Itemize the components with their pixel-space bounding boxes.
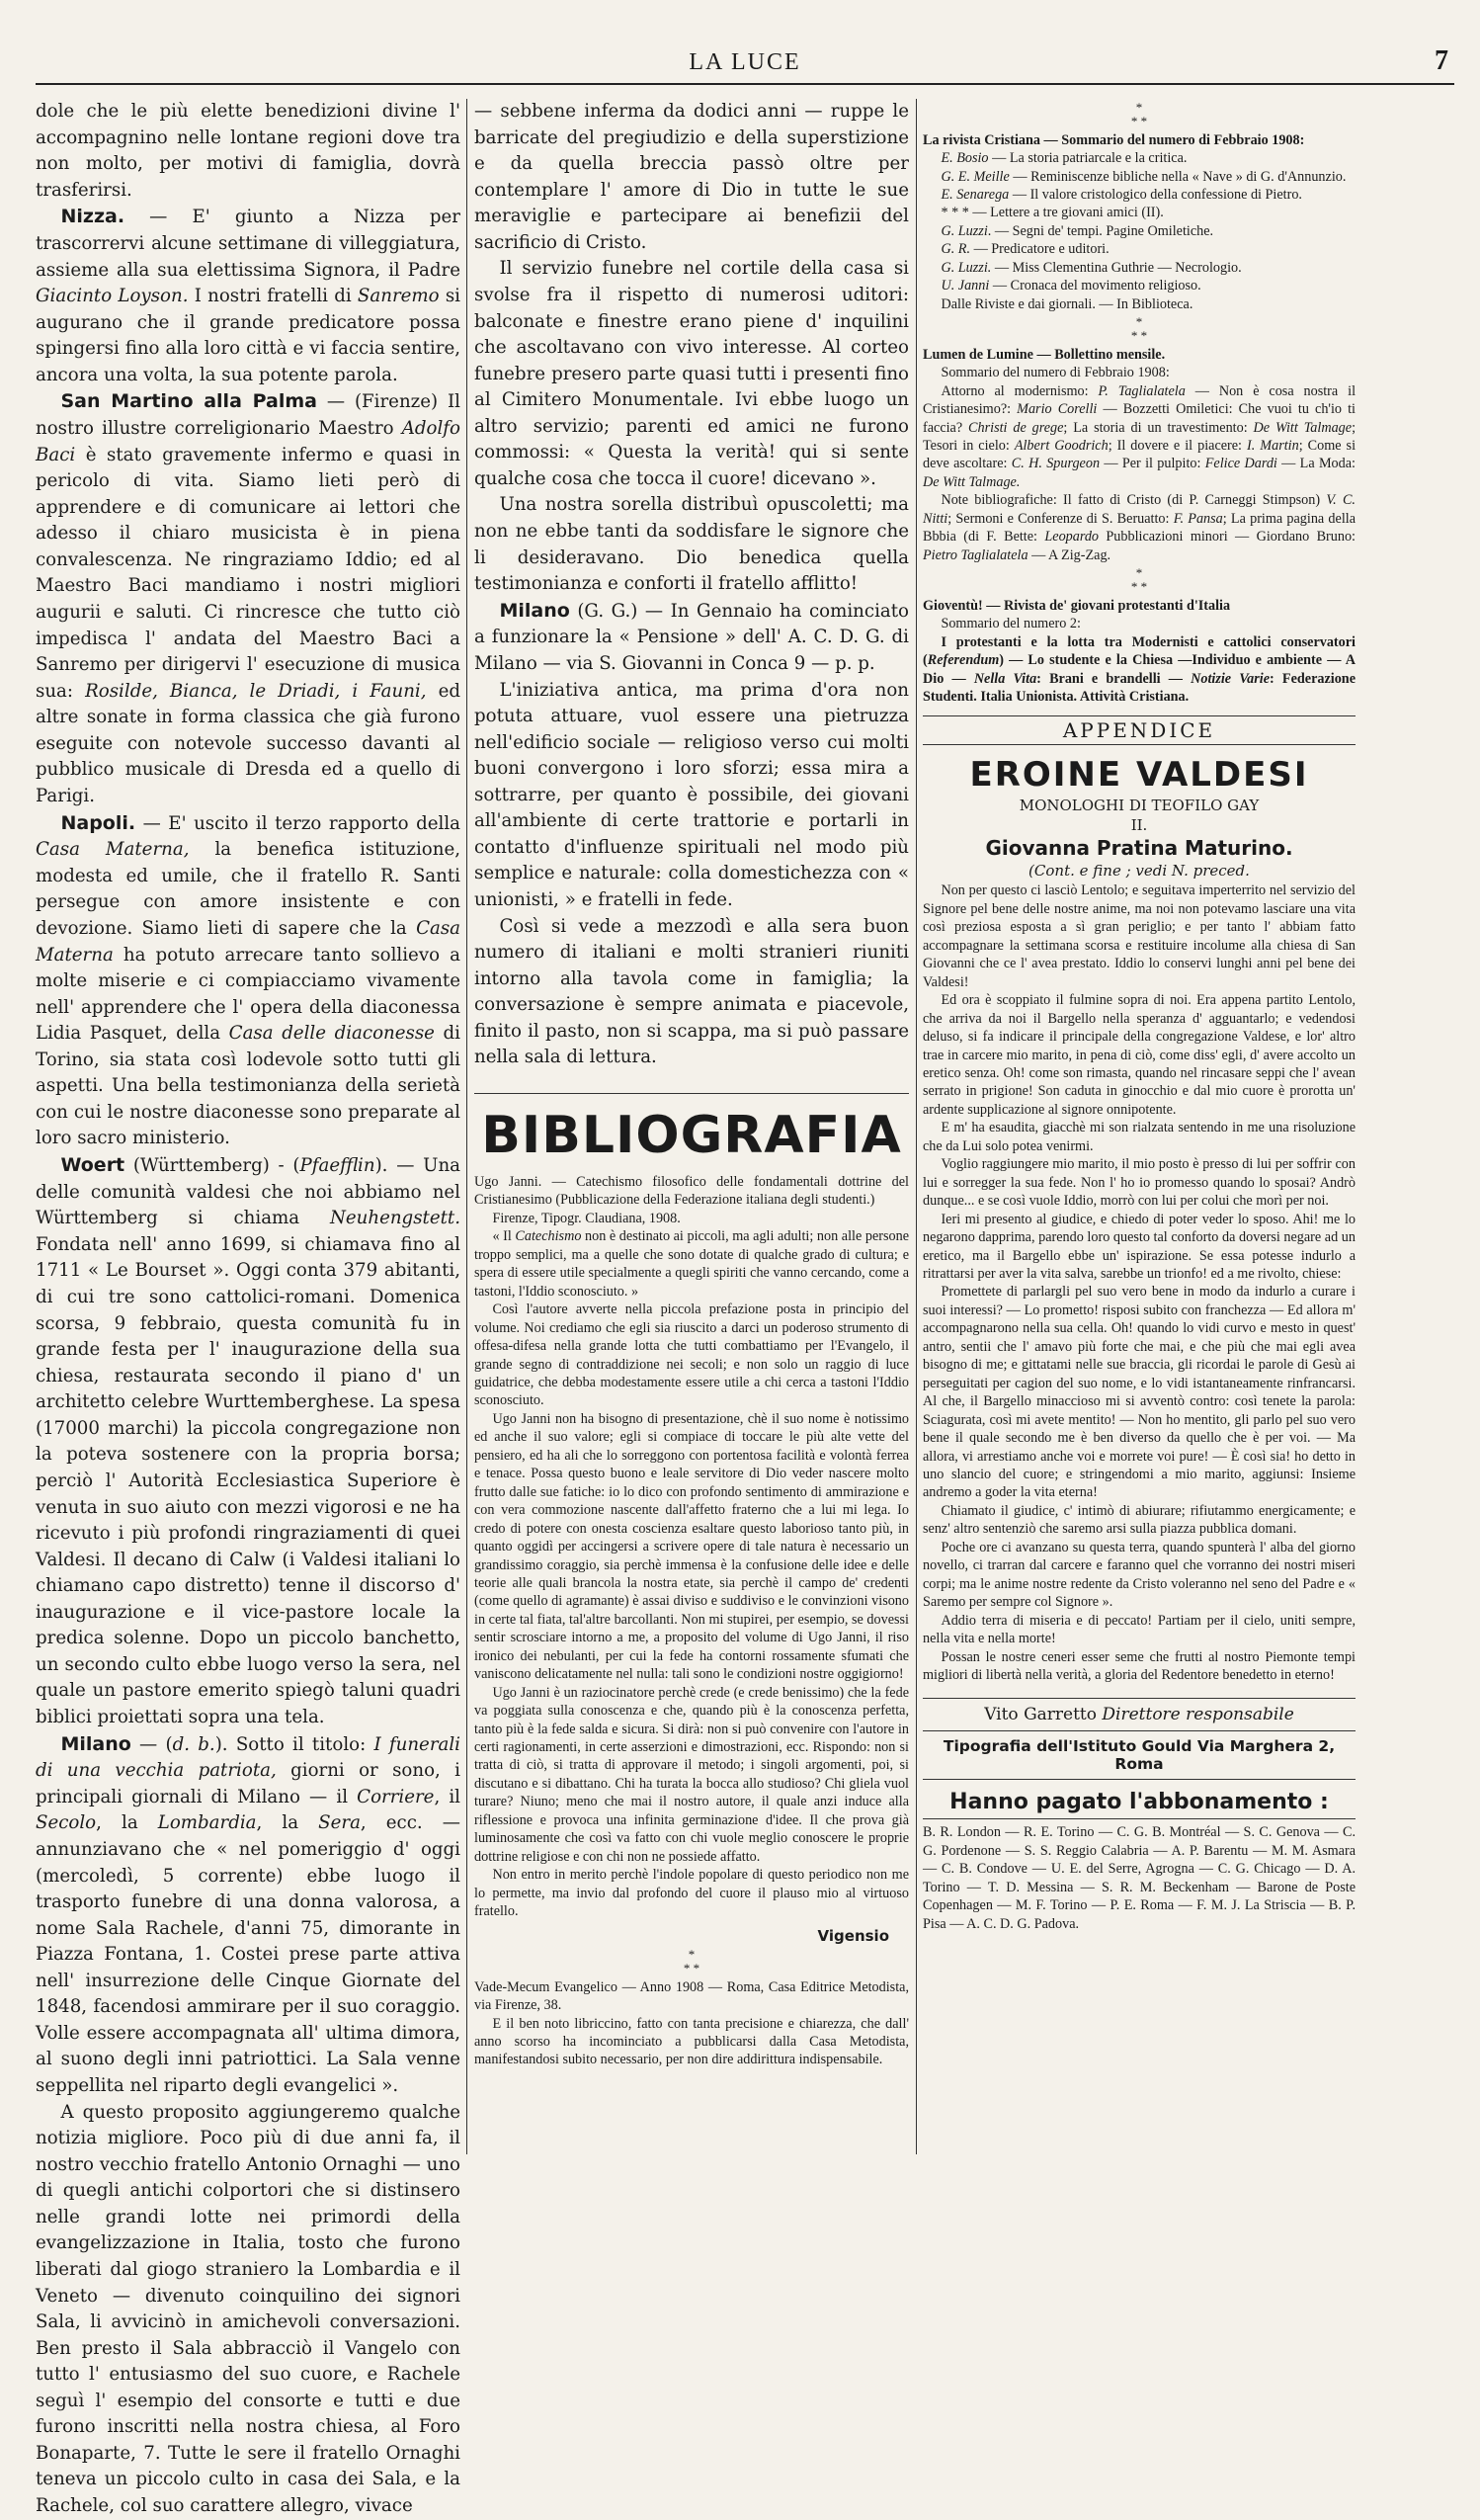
- paragraph: Ieri mi presento al giudice, e chiedo di poter veder lo sposo. Ahi! me lo negarono dapprima, parendo loro questo tal conforto da doversi negare ad un eretico, ma il Bargello ebbe un' ispirazione. Se essa potesse indurlo a ritrattarsi per aver la vita salva, sarebbe un trionfo! ed a me rivolto, chiese:: [923, 1211, 1356, 1282]
- serial-text: [923, 882, 1356, 1684]
- news-item-woert: Woert (Württemberg) - (Pfaefflin). — Una delle comunità valdesi che noi abbiamo nel Württemberg si chiama Neuhengstett. Fondata nell' anno 1699, si chiamava fino al 1711 « Le Bourset ». Oggi conta 379 abitanti, di cui tre sono cattolici-romani. Domenica scorsa, 9 febbraio, questa comunità fu in grande festa per l' inaugurazione della sua chiesa, restaurata secondo il piano d' un architetto celebre Wurttemberghese. La spesa (17000 marchi) la piccola congregazione non la poteva sostenere con la propria borsa; perciò l' Autorità Ecclesiastica Superiore è venuta in suo aiuto con mezzi vigorosi e ne ha ricevuto i più profondi ringraziamenti di quei Valdesi. Il decano di Calw (i Valdesi italiani lo chiamano capo distretto) tenne il discorso d' inaugurazione e il vice-pastore locale la predica solenne. Dopo un piccolo banchetto, un secondo culto ebbe luogo verso la sera, nel quale un pastore emerito spiegò taluni quadri biblici proiettati sopra una tela.: [36, 1154, 460, 1727]
- serial-subtitle: MONOLOGHI DI TEOFILO GAY: [1019, 797, 1260, 815]
- paragraph: Non per questo ci lasciò Lentolo; e seguitava imperterrito nel servizio del Signore pel bene delle nostre anime, ma noi non potevamo lasciare una vita così preziosa esposta a sì gran periglio; e per tanto l' abbiam fatto accompagnare la settimana scorsa e restituire incolume alla chiesa di San Giovanni che ce l' avea prestato. Iddio lo conservi lunghi anni pel bene dei Valdesi!: [923, 882, 1356, 990]
- paragraph: Poche ore ci avanzano su questa terra, quando spunterà l' alba del giorno novello, ci trarran dal carcere e faranno quel che vorranno dei nostri miseri corpi; ma le anime nostre redente da Cristo voleranno nel seno del Padre e « Saremo per sempre col Signore ».: [923, 1539, 1356, 1611]
- location-heading: Milano: [499, 599, 570, 622]
- book-imprint: Firenze, Tipogr. Claudiana, 1908.: [492, 1210, 681, 1226]
- section-separator-stars: * * *: [1130, 565, 1148, 595]
- column-2-news: [474, 99, 909, 1071]
- review-paragraph: Ugo Janni è un raziocinatore perchè crede (e crede benissimo) che la fede va poggiata sulla conoscenza e che, quando più è la conoscenza perfetta, tanto più è la fede salda e sicura. Si dirà: non si può convenire con l'autore in certi ragionamenti, in certe asserzioni e dimostrazioni, ecc. Rispondo: non si tratta di ciò, si tratta di approvare il metodo; i singoli argomenti, poi, si discutano e si dibattano. Chi ha turata la bocca allo studioso? Chi gliela vuol turare? Niuno; meno che mai il nostro autore, il quale anzi induce alla riflessione e provoca una infinita germinazione d'idee. Il che prova già luminosamente che così va fatto con chi vuole meglio conoscere le proprie dottrine religiose e con chi non ne possiede affatto.: [474, 1684, 909, 1865]
- gioventu-heading: Gioventù! — Rivista de' giovani protestanti d'Italia: [923, 597, 1231, 614]
- subscriptions-heading: Hanno pagato l'abbonamento :: [949, 1790, 1329, 1815]
- review-paragraph: Ugo Janni non ha bisogno di presentazione, chè il suo nome è notissimo ed anche il suo valore; egli si compiace di toccare le più alte vette del pensiero, ed ha ali che lo sorreggono con portentosa facilità e volontà ferrea e tenace. Possa questo buono e leale servitore di Dio veder nascere molto frutto dalle sue fatiche: io lo dico con profondo sentimento di ammirazione e con vera commozione nascente dall'affetto fraterno che a lui mi lega. Io credo di potere con onesta coscienza esaltare questo laborioso tanto più, in quanto oggidì per accingersi a scrivere opere di tale natura è necessario un grandissimo coraggio, sia perchè immensa è la confusione delle idee e delle teorie alle quali brancola la nostra etate, sia perchè il campo de' credenti (come quello di agramante) è assai diviso e suddiviso e le convinzioni visono in certe tal fiata, tal'altre barcollanti. Non mi stupirei, per esempio, se dovessi sentir scrosciare intorno a me, a proposito del volume di Ugo Janni, il riso ironico dei nebulanti, per cui la fede ha contorni rossamente sfumati che vaniscono delicatamente nel nulla: tali sono le condizioni nostre oggigiorno!: [474, 1410, 909, 1683]
- paragraph: Così si vede a mezzodì e alla sera buon numero di italiani e molti stranieri riuniti intorno alla tavola come in famiglia; la conversazione è sempre animata e piacevole, finito il pasto, non si scappa, ma si può passare nella sala di lettura.: [474, 915, 909, 1068]
- bibliografia-section: [474, 1173, 909, 2069]
- paragraph: Addio terra di miseria e di peccato! Partiam per il cielo, uniti sempre, nella vita e nella morte!: [923, 1612, 1356, 1647]
- appendice-heading: APPENDICE: [923, 715, 1356, 745]
- toc-line: G. Luzzi. — Segni de' tempi. Pagine Omiletiche.: [941, 222, 1214, 239]
- paragraph: Chiamato il giudice, c' intimò di abiurare; rifiutammo energicamente; e senz' altro sentenziò che saremo arsi sulla piazza pubblica domani.: [923, 1502, 1356, 1538]
- subscriptions-text: B. R. London — R. E. Torino — C. G. B. Montréal — S. C. Genova — C. G. Pordenone — S. S. Reggio Calabria — A. P. Barentu — M. M. Asmara — C. B. Condove — U. E. del Serre, Agrogna — C. G. Chicago — D. A. Torino — T. D. Messina — S. R. M. Beckenham — Barone de Poste Copenhagen — M. F. Torino — P. E. Roma — F. M. J. La Striscia — B. P. Pisa — A. C. D. G. Padova.: [923, 1824, 1356, 1932]
- toc-line: G. Luzzi. — Miss Clementina Guthrie — Necrologio.: [941, 259, 1242, 276]
- lumen-heading: Lumen de Lumine — Bollettino mensile.: [923, 346, 1166, 363]
- toc-line: G. R. — Predicatore e uditori.: [941, 241, 1110, 258]
- section-separator-stars: * * *: [1130, 100, 1148, 129]
- toc-subheading: Sommario del numero di Febbraio 1908:: [941, 365, 1170, 381]
- toc-line: Attorno al modernismo: P. Taglialatela — Non è cosa nostra il Cristianesimo?: Mario Corelli — Bozzetti Omiletici: Che vuoi tu ch'io ti faccia? Christi de grege; La storia di un travestimento: De Witt Talmage; Tesori in cielo: Albert Goodrich; Il dovere e il piacere: I. Martin; Come si deve ascoltare: C. H. Spurgeon — Per il pulpito: Felice Dardi — La Moda: De Witt Talmage.: [923, 382, 1357, 490]
- book-entry: Vade-Mecum Evangelico — Anno 1908 — Roma, Casa Editrice Metodista, via Firenze, 38.: [474, 1978, 909, 2014]
- review-paragraph: E il ben noto libriccino, fatto con tanta precisione e chiarezza, che dall' anno scorso ha incominciato a pubblicarsi dalla Casa Metodista, manifestandosi subito necessario, per non dire addirittura indispensabile.: [474, 2015, 909, 2068]
- toc-line: E. Senarega — Il valore cristologico della confessione di Pietro.: [941, 186, 1302, 203]
- rivista-cristiana-heading: La rivista Cristiana — Sommario del numero di Febbraio 1908:: [923, 131, 1305, 148]
- news-item-san-martino: San Martino alla Palma — (Firenze) Il nostro illustre correligionario Maestro Adolfo Baci è stato gravemente infermo e quasi in pericolo di vita. Siamo lieti però di apprendere e di comunicare ai lettori che adesso il chiaro musicista è in piena convalescenza. Ne ringraziamo Iddio; ed al Maestro Baci mandiamo i nostri migliori augurii e saluti. Ci rincresce che tutto ciò impedisca l' andata del Maestro Baci a Sanremo per dirigervi l' esecuzione di musica sua: Rosilde, Bianca, le Driadi, i Fauni, ed altre sonate in forma classica che già furono eseguite con notevole successo davanti al pubblico musicale di Dresda ed a quello di Parigi.: [36, 390, 460, 806]
- newspaper-title: LA LUCE: [689, 49, 801, 75]
- section-separator-stars: * * *: [683, 1947, 700, 1976]
- column-rule: [916, 99, 917, 2154]
- section-separator-stars: * * *: [1130, 314, 1148, 344]
- paragraph: dole che le più elette benedizioni divine l' accompagnino nelle lontane regioni dove tra non molto, per motivi di famiglia, dovrà trasferirsi.: [36, 101, 460, 201]
- book-entry: Ugo Janni. — Catechismo filosofico delle fondamentali dottrine del Cristianesimo (Pubblicazione della Federazione italiana degli studenti.): [474, 1173, 909, 1209]
- review-paragraph: Non entro in merito perchè l'indole popolare di questo periodico non me lo permette, ma invio dal profondo del cuore il plauso mio al virtuoso fratello.: [474, 1867, 909, 1920]
- paragraph: Una nostra sorella distribuì opuscoletti; ma non ne ebbe tanti da soddisfare le signore che li desideravano. Dio benedica quella testimonianza e conforti il fratello afflitto!: [474, 494, 909, 595]
- toc-line: I protestanti e la lotta tra Modernisti e cattolici conservatori (Referendum) — Lo studente e la Chiesa —Individuo e ambiente — A Dio — Nella Vita: Brani e brandelli — Notizie Varie: Federazione Studenti. Italia Unionista. Attività Cristiana.: [923, 633, 1356, 706]
- bibliografia-heading: BIBLIOGRAFIA: [474, 1093, 909, 1161]
- paragraph: A questo proposito aggiungeremo qualche notizia migliore. Poco più di due anni fa, il nostro vecchio fratello Antonio Ornaghi — uno di quegli antichi colportori che si distinsero nelle grandi lotte nei primordi della evangelizzazione in Italia, tosto che furono liberati dal giogo straniero la Lombardia e il Veneto — divenuto coinquilino dei signori Sala, li avvicinò in amichevoli conversazioni. Ben presto il Sala abbracciò il Vangelo con tutto l' entusiasmo del suo cuore, e Rachele seguì l' esempio del consorte e tutti e due furono inscritti nella nostra chiesa, al Foro Bonaparte, 7. Tutte le sere il fratello Ornaghi teneva un piccolo culto in casa dei Sala, e la Rachele, col suo carattere allegro, vivace: [36, 2101, 460, 2517]
- paragraph: Voglio raggiungere mio marito, il mio posto è presso di lui per soffrir con lui e sorregger la sua fede. Non l' ho io promesso quando lo sposai? Andrò dunque... e se così vuole Iddio, morrò con lui per colui che morì per noi.: [923, 1156, 1356, 1210]
- location-heading: Woert: [60, 1154, 125, 1177]
- toc-line: U. Janni — Cronaca del movimento religioso.: [941, 278, 1201, 294]
- column-1: [36, 99, 461, 2517]
- chapter-title: Giovanna Pratina Maturino.: [985, 836, 1293, 861]
- masthead: [36, 45, 1454, 85]
- location-heading: Napoli.: [60, 811, 136, 834]
- paragraph: Ed ora è scoppiato il fulmine sopra di noi. Era appena partito Lentolo, che arriva da noi il Bargello nella speranza d' agguantarlo; e vedendosi deluso, si fa indicare il principale della congregazione Valdese, e lor' altro trae in carcere mio marito, in pena di ciò, come diss' egli, d' avere accolto un eretico senza. Oh! come son rimasta, quando nel rincasare seppi che l' avean serrato in prigione! Son caduta in ginocchio e dal mio cuore è prorotta un' ardente supplicazione al signore onnipotente.: [923, 992, 1356, 1118]
- toc-line: Dalle Riviste e dai giornali. — In Biblioteca.: [941, 295, 1193, 312]
- paragraph: — sebbene inferma da dodici anni — ruppe le barricate del pregiudizio e della superstizione e da quella breccia passò oltre per contemplare l' amore di Dio in tutte le sue meraviglie e partecipare ai benefizii del sacrificio di Cristo.: [474, 101, 909, 253]
- paragraph: Possan le nostre ceneri esser seme che frutti al nostro Piemonte tempi migliori di libertà nella verità, a gloria del Redentore benedetto in eterno!: [923, 1648, 1356, 1683]
- news-item-nizza: Nizza. — E' giunto a Nizza per trascorrervi alcune settimane di villeggiatura, assieme alla sua elettissima Signora, il Padre Giacinto Loyson. I nostri fratelli di Sanremo si augurano che il grande predicatore possa spingersi fino alla loro città e vi faccia sentire, ancora una volta, la sua potente parola.: [36, 206, 460, 385]
- location-heading: Milano: [60, 1732, 131, 1755]
- news-item-milano: Milano — (d. b.). Sotto il titolo: I funerali di una vecchia patriota, giorni or sono, i principali giornali di Milano — il Corriere, il Secolo, la Lombardia, la Sera, ecc. — annunziavano che « nel pomeriggio d' oggi (mercoledì, 5 corrente) ebbe luogo il trasporto funebre di una donna valorosa, a nome Sala Rachele, d'anni 75, dimorante in Piazza Fontana, 1. Costei prese parte attiva nell' insurrezione delle Cinque Giornate del 1848, facendosi ammirare per il suo coraggio. Volle essere accompagnata all' ultima dimora, al suono degli inni patriottici. La Sala venne seppellita nel riparto degli evangelici ».: [36, 1732, 461, 2097]
- column-rule: [466, 99, 467, 2154]
- editor-name: Vito Garretto: [984, 1705, 1097, 1725]
- toc-subheading: Sommario del numero 2:: [941, 616, 1081, 632]
- location-heading: San Martino alla Palma: [60, 390, 317, 413]
- printer-line: Tipografia dell'Istituto Gould Via Marghera 2, Roma: [923, 1731, 1356, 1780]
- review-signature: Vigensio: [817, 1926, 889, 1945]
- toc-line: * * * — Lettere a tre giovani amici (II).: [941, 205, 1164, 221]
- toc-line: G. E. Meille — Reminiscenze bibliche nella « Nave » di G. d'Annunzio.: [941, 168, 1347, 185]
- toc-line: Note bibliografiche: Il fatto di Cristo (di P. Carneggi Stimpson) V. C. Nitti; Sermoni e Conferenze di S. Beruatto: F. Pansa; La prima pagina della Bbbia (di F. Bette: Leopardo Pubblicazioni minori — Giordano Bruno: Pietro Taglialatela — A Zig-Zag.: [923, 492, 1357, 563]
- location-heading: Nizza.: [60, 206, 125, 228]
- serial-title: EROINE VALDESI: [969, 755, 1309, 796]
- column-2: [474, 99, 909, 2184]
- riviste-section: [923, 101, 1356, 706]
- review-paragraph: « Il Catechismo non è destinato ai piccoli, ma agli adulti; non alle persone troppo semplici, ma a quelle che sono dotate di qualche grado di cultura; e spera di essere utile specialmente a quegli spiriti che vanno cercando, come a tastoni, l'Iddio sconosciuto. »: [474, 1228, 909, 1300]
- subscriptions-list: [923, 1818, 1356, 1933]
- toc-line: E. Bosio — La storia patriarcale e la critica.: [941, 150, 1188, 167]
- editor-line: [923, 1698, 1356, 1731]
- news-item-milano-pensione: Milano (G. G.) — In Gennaio ha cominciato a funzionare la « Pensione » dell' A. C. D. G. di Milano — via S. Giovanni in Conca 9 — p. p.: [474, 599, 909, 674]
- continuation-note: (Cont. e fine ; vedi N. preced.: [1028, 862, 1250, 881]
- paragraph: E m' ha esaudita, giacchè mi son rialzata sentendo in me una risoluzione che da Lui solo potea venirmi.: [923, 1120, 1356, 1154]
- paragraph: Promettete di parlargli pel suo vero bene in modo da indurlo a curare i suoi interessi? — Lo prometto! risposi subito con franchezza — Ed allora m' accompagnarono nella sua cella. Oh! quando lo vidi curvo e mesto in quest' antro, sentii che l' amavo più forte che mai, e che più che mai egli avea bisogno di me; e gittatami nelle sue braccia, gli ricordai le parole di Gesù ai perseguitati per cagion del suo nome, e lo vidi istantaneamente rinfrancarsi. Al che, il Bargello minaccioso mi si avventò contro: così tenete la parola: Sciagurata, così mi avete mentito! — Non ho mentito, gli parlo pel suo vero bene il quale secondo me è ben diverso da quello che è per voi. — Ma allora, vi arrestiamo anche voi e morrete voi pure! — È così sia! ho detto in uno slancio del cuore; e stringendomi a mio marito, aggiunsi: Insieme andremo a goder la vita eterna!: [923, 1284, 1356, 1501]
- page-number: 7: [1435, 45, 1448, 76]
- chapter-number: II.: [1130, 816, 1148, 835]
- paragraph: L'iniziativa antica, ma prima d'ora non potuta attuare, vuol essere una pietruzza nell'edificio sociale — religioso verso cui molti buoni convergono i loro sforzi; essa mira a sottrarre, per quanto è possibile, dei giovani all'ambiente di certe trattorie e portarli in contatto d'influenze spirituali nel modo più semplice e naturale: colla domestichezza con « unionisti, » e fratelli in fede.: [474, 679, 909, 911]
- paragraph: Il servizio funebre nel cortile della casa si svolse fra il rispetto di numerosi uditori: balconate e finestre erano piene d' inquilini che ascoltavano con vivo interesse. Al corteo funebre presero parte quasi tutti i presenti fino al Cimitero Monumentale. Ivi ebbe luogo un altro servizio; parenti ed amici ne furono commossi: « Questa la verità! qui si sente qualche cosa che tocca il cuore! dicevano ».: [474, 258, 909, 489]
- review-paragraph: Così l'autore avverte nella piccola prefazione posta in principio del volume. Noi crediamo che egli sia riuscito a darci un poderoso strumento di offesa-difesa nella grande lotta che tutti combattiamo per l'Evangelo, il grande segno di contraddizione nei secoli; e non solo un raggio di luce guidatrice, che debba modestamente essere utile a chi cerca a tastoni l'Iddio sconosciuto.: [474, 1302, 909, 1409]
- editor-role: Direttore responsabile: [1102, 1705, 1294, 1725]
- news-item-napoli: Napoli. — E' uscito il terzo rapporto della Casa Materna, la benefica istituzione, modesta ed umile, che il fratello R. Santi persegue con amore insistente e con devozione. Siamo lieti di sapere che la Casa Materna ha potuto arrecare tanto sollievo a molte miserie e ci compiacciamo vivamente nell' apprendere che l' opera della diaconessa Lidia Pasquet, della Casa delle diaconesse di Torino, sia stata così lodevole sotto tutti gli aspetti. Una bella testimonianza della serietà con cui le nostre diaconesse sono preparate al loro sacro ministerio.: [36, 811, 461, 1149]
- column-3: [923, 99, 1356, 2184]
